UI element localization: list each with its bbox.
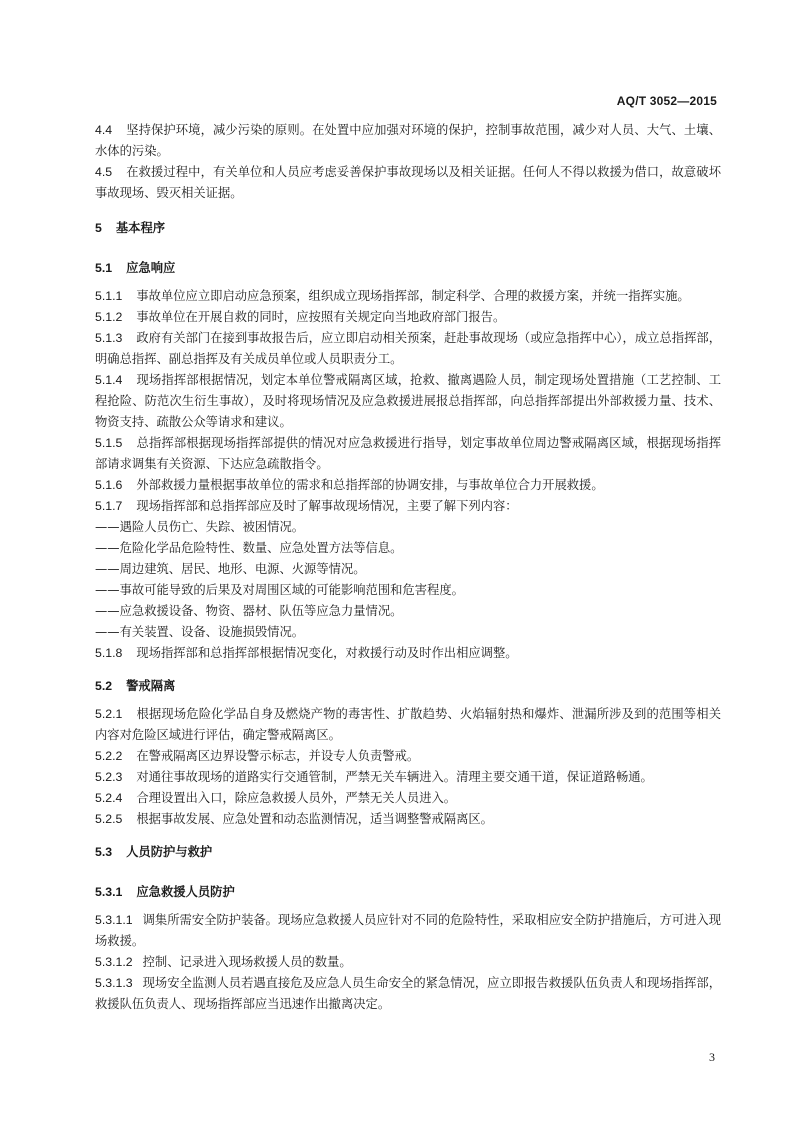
clause-text: 政府有关部门在接到事故报告后，应立即启动相关预案，赶赴事故现场（或应急指挥中心），成立总指挥部，明确总指挥、副总指挥及有关成员单位或人员职责分工。 <box>95 331 721 366</box>
clause-number: 5.2.2 <box>95 749 123 763</box>
clause-paragraph <box>95 809 721 830</box>
clause-paragraph <box>95 746 721 767</box>
clause-text: 现场指挥部和总指挥部根据情况变化，对救援行动及时作出相应调整。 <box>136 646 518 660</box>
clause-number: 4.5 <box>95 165 113 179</box>
clause-number: 5.1.4 <box>95 373 123 387</box>
clause-number: 5.2.1 <box>95 707 123 721</box>
clause-text: 事故单位在开展自救的同时，应按照有关规定向当地政府部门报告。 <box>136 310 506 324</box>
clause-text: 现场安全监测人员若遇直接危及应急人员生命安全的紧急情况，应立即报告救援队伍负责人和现场指挥部，救援队伍负责人、现场指挥部应当迅速作出撤离决定。 <box>95 976 721 1011</box>
section-heading <box>95 218 721 240</box>
clause-paragraph <box>95 162 721 204</box>
heading-number: 5 <box>95 221 102 235</box>
heading-text: 人员防护与救护 <box>126 845 213 859</box>
clause-number: 5.2.4 <box>95 791 123 805</box>
list-item: ——有关装置、设备、设施损毁情况。 <box>95 625 305 639</box>
clause-text: 现场指挥部根据情况，划定本单位警戒隔离区域，抢救、撤离遇险人员，制定现场处置措施（工艺控制、工程抢险、防范次生衍生事故），及时将现场情况及应急救援进展报总指挥部，向总指挥部提出外部救援力量、技术、物资支持、疏散公众等请求和建议。 <box>95 373 721 429</box>
page-number: 3 <box>709 1050 715 1064</box>
subsection-heading <box>95 882 721 904</box>
heading-text: 警戒隔离 <box>126 679 176 693</box>
clause-number: 5.1.8 <box>95 646 123 660</box>
clause-number: 5.1.5 <box>95 436 123 450</box>
clause-text: 合理设置出入口，除应急救援人员外，严禁无关人员进入。 <box>136 791 457 805</box>
clause-number: 5.1.1 <box>95 289 123 303</box>
clause-paragraph <box>95 433 721 475</box>
clause-paragraph <box>95 910 721 952</box>
clause-number: 5.1.7 <box>95 499 123 513</box>
clause-paragraph <box>95 704 721 746</box>
list-item: ——周边建筑、居民、地形、电源、火源等情况。 <box>95 562 366 576</box>
clause-text: 对通往事故现场的道路实行交通管制，严禁无关车辆进入。清理主要交通干道，保证道路畅通。 <box>136 770 653 784</box>
heading-text: 基本程序 <box>115 221 166 235</box>
clause-paragraph <box>95 286 721 307</box>
clause-number: 4.4 <box>95 123 113 137</box>
clause-paragraph <box>95 496 721 517</box>
clause-text: 控制、记录进入现场救援人员的数量。 <box>142 955 352 969</box>
heading-number: 5.3.1 <box>95 885 123 899</box>
subsection-heading <box>95 258 721 280</box>
clause-number: 5.3.1.1 <box>95 913 133 927</box>
clause-number: 5.1.6 <box>95 478 123 492</box>
clause-number: 5.1.3 <box>95 331 123 345</box>
clause-text: 调集所需安全防护装备。现场应急救援人员应针对不同的危险特性，采取相应安全防护措施后，方可进入现场救援。 <box>95 913 721 948</box>
heading-number: 5.3 <box>95 845 113 859</box>
clause-number: 5.2.3 <box>95 770 123 784</box>
clause-number: 5.2.5 <box>95 812 123 826</box>
clause-text: 现场指挥部和总指挥部应及时了解事故现场情况，主要了解下列内容： <box>136 499 518 513</box>
clause-paragraph <box>95 370 721 433</box>
list-item: ——应急救援设备、物资、器材、队伍等应急力量情况。 <box>95 604 403 618</box>
clause-paragraph <box>95 475 721 496</box>
clause-text: 在警戒隔离区边界设警示标志，并设专人负责警戒。 <box>136 749 420 763</box>
clause-paragraph <box>95 307 721 328</box>
clause-text: 根据事故发展、应急处置和动态监测情况，适当调整警戒隔离区。 <box>136 812 493 826</box>
subsection-heading <box>95 676 721 698</box>
clause-paragraph <box>95 643 721 664</box>
clause-paragraph <box>95 788 721 809</box>
heading-text: 应急救援人员防护 <box>136 885 235 899</box>
clause-number: 5.3.1.2 <box>95 955 133 969</box>
subsection-heading <box>95 842 721 864</box>
clause-paragraph <box>95 120 721 162</box>
clause-paragraph <box>95 973 721 1015</box>
clause-text: 事故单位应立即启动应急预案，组织成立现场指挥部，制定科学、合理的救援方案，并统一指挥实施。 <box>136 289 690 303</box>
clause-paragraph <box>95 952 721 973</box>
clause-text: 根据现场危险化学品自身及燃烧产物的毒害性、扩散趋势、火焰辐射热和爆炸、泄漏所涉及到的范围等相关内容对危险区域进行评估，确定警戒隔离区。 <box>95 707 721 742</box>
clause-text: 总指挥部根据现场指挥部提供的情况对应急救援进行指导，划定事故单位周边警戒隔离区域，根据现场指挥部请求调集有关资源、下达应急疏散指令。 <box>95 436 721 471</box>
list-item: ——危险化学品危险特性、数量、应急处置方法等信息。 <box>95 541 403 555</box>
clause-text: 坚持保护环境，减少污染的原则。在处置中应加强对环境的保护，控制事故范围，减少对人员、大气、土壤、水体的污染。 <box>95 123 721 158</box>
clause-text: 外部救援力量根据事故单位的需求和总指挥部的协调安排，与事故单位合力开展救援。 <box>136 478 604 492</box>
clause-number: 5.3.1.3 <box>95 976 133 990</box>
heading-text: 应急响应 <box>126 261 176 275</box>
heading-number: 5.2 <box>95 679 113 693</box>
clause-paragraph <box>95 328 721 370</box>
clause-paragraph <box>95 767 721 788</box>
list-item: ——遇险人员伤亡、失踪、被困情况。 <box>95 520 305 534</box>
document-body <box>95 120 721 1015</box>
standard-code-header: AQ/T 3052—2015 <box>616 94 717 108</box>
clause-text: 在救援过程中，有关单位和人员应考虑妥善保护事故现场以及相关证据。任何人不得以救援为借口，故意破坏事故现场、毁灭相关证据。 <box>95 165 721 200</box>
heading-number: 5.1 <box>95 261 113 275</box>
list-item: ——事故可能导致的后果及对周围区域的可能影响范围和危害程度。 <box>95 583 464 597</box>
clause-number: 5.1.2 <box>95 310 123 324</box>
